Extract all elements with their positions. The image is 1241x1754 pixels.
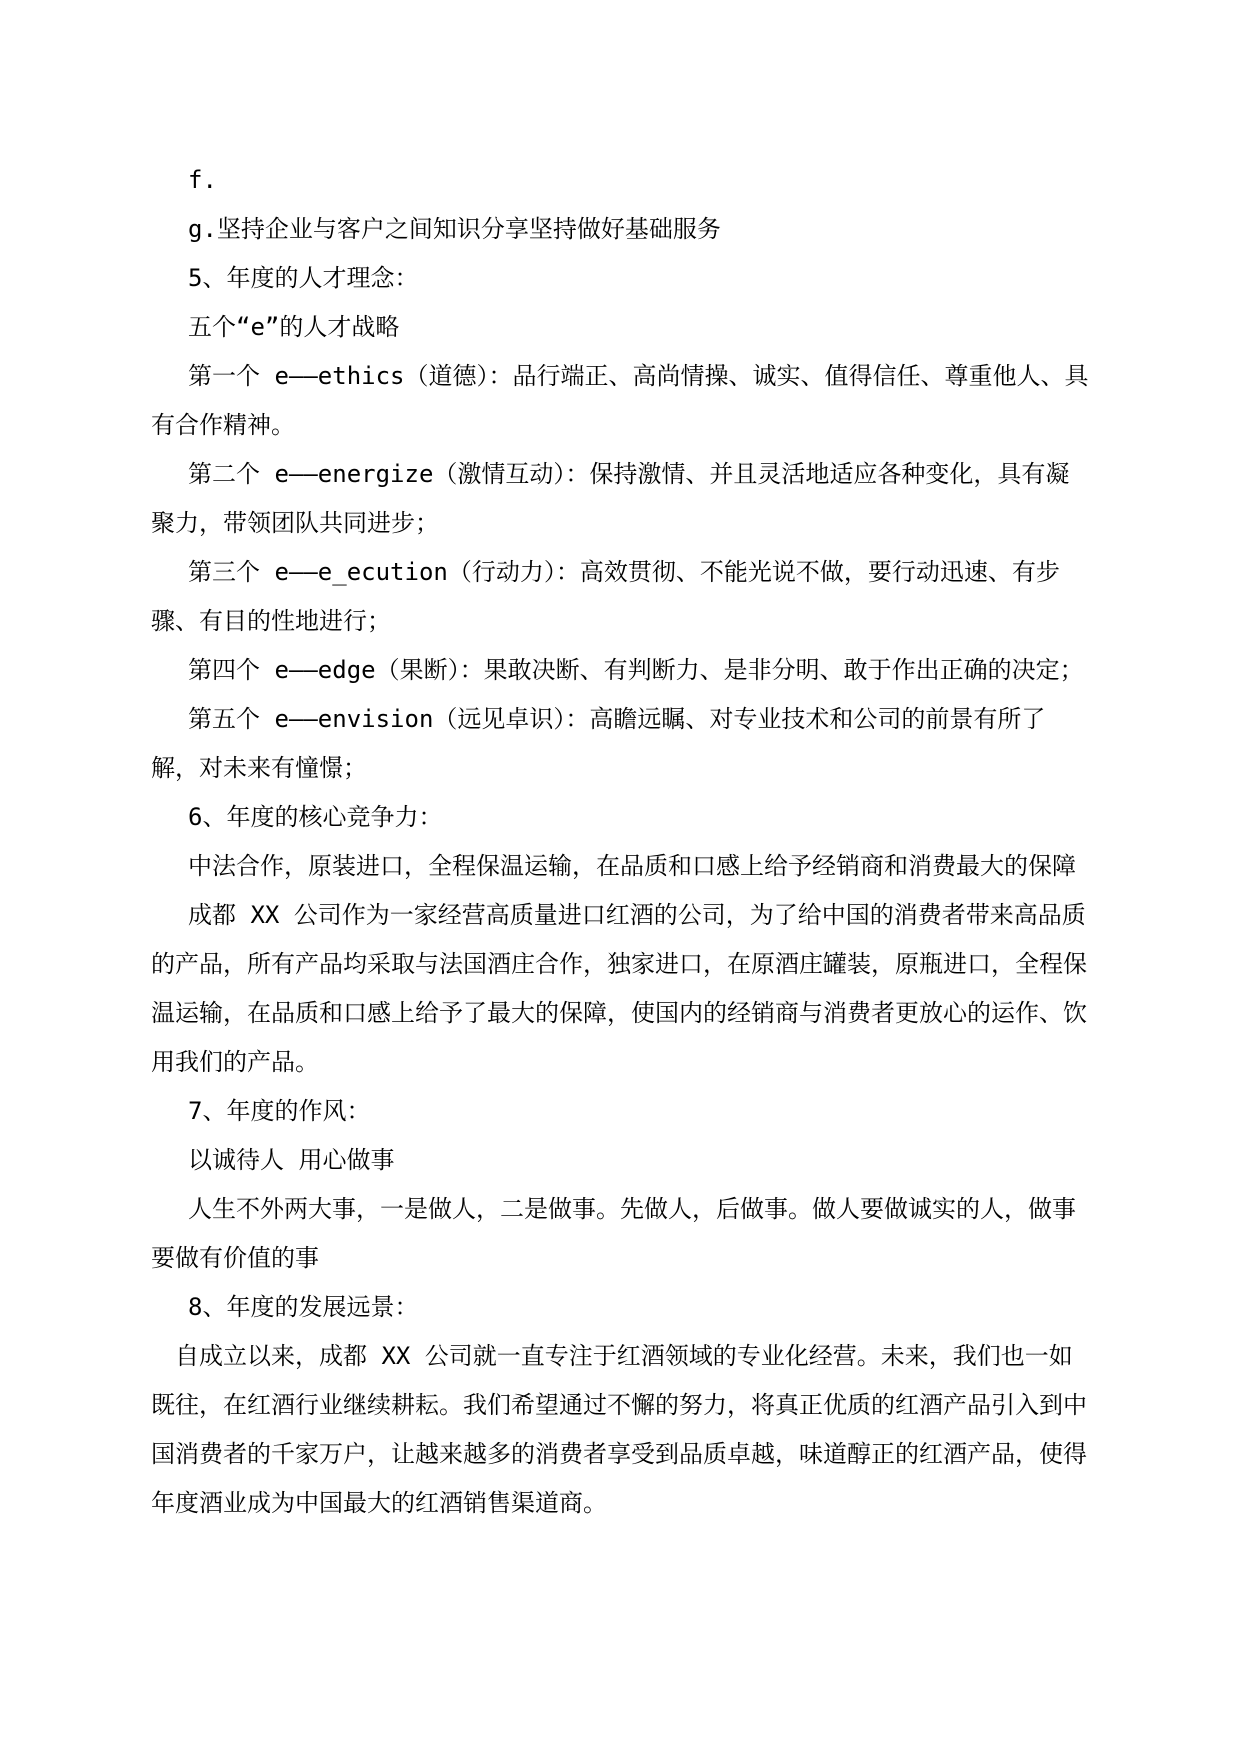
section-heading-style: 7、年度的作风： (188, 1097, 371, 1125)
talent-execution: 第三个 e——e_ecution（行动力）：高效贯彻、不能光说不做，要行动迅速、有步骤、有目的性地进行； (151, 558, 1060, 635)
talent-edge: 第四个 e——edge（果断）：果敢决断、有判断力、是非分明、敢于作出正确的决定； (188, 656, 1084, 684)
document-body (151, 156, 1091, 1528)
style-detail: 人生不外两大事，一是做人，二是做事。先做人，后做事。做人要做诚实的人，做事要做有价值的事 (151, 1195, 1076, 1272)
style-motto: 以诚待人 用心做事 (188, 1146, 395, 1174)
competitiveness-detail: 成都 XX 公司作为一家经营高质量进口红酒的公司，为了给中国的消费者带来高品质的产品，所有产品均采取与法国酒庄合作，独家进口，在原酒庄罐装，原瓶进口，全程保温运输，在品质和口感上给予了最大的保障，使国内的经销商与消费者更放心的运作、饮用我们的产品。 (151, 901, 1087, 1076)
talent-strategy-title: 五个“e”的人才战略 (188, 313, 400, 341)
list-item-g: g.坚持企业与客户之间知识分享坚持做好基础服务 (188, 215, 721, 243)
list-item-f: f. (188, 166, 217, 194)
talent-envision: 第五个 e——envision（远见卓识）：高瞻远瞩、对专业技术和公司的前景有所了解，对未来有憧憬； (151, 705, 1046, 782)
section-heading-competitiveness: 6、年度的核心竞争力： (188, 803, 443, 831)
talent-energize: 第二个 e——energize（激情互动）：保持激情、并且灵活地适应各种变化，具有凝聚力，带领团队共同进步； (151, 460, 1070, 537)
section-heading-vision: 8、年度的发展远景： (188, 1293, 419, 1321)
competitiveness-summary: 中法合作，原装进口，全程保温运输，在品质和口感上给予经销商和消费最大的保障 (188, 852, 1076, 880)
talent-ethics: 第一个 e——ethics（道德）：品行端正、高尚情操、诚实、值得信任、尊重他人、具有合作精神。 (151, 362, 1089, 439)
vision-detail: 自成立以来，成都 XX 公司就一直专注于红酒领域的专业化经营。未来，我们也一如既往，在红酒行业继续耕耘。我们希望通过不懈的努力，将真正优质的红酒产品引入到中国消费者的千家万户，让越来越多的消费者享受到品质卓越，味道醇正的红酒产品，使得年度酒业成为中国最大的红酒销售渠道商。 (151, 1342, 1087, 1517)
section-heading-talent: 5、年度的人才理念： (188, 264, 419, 292)
